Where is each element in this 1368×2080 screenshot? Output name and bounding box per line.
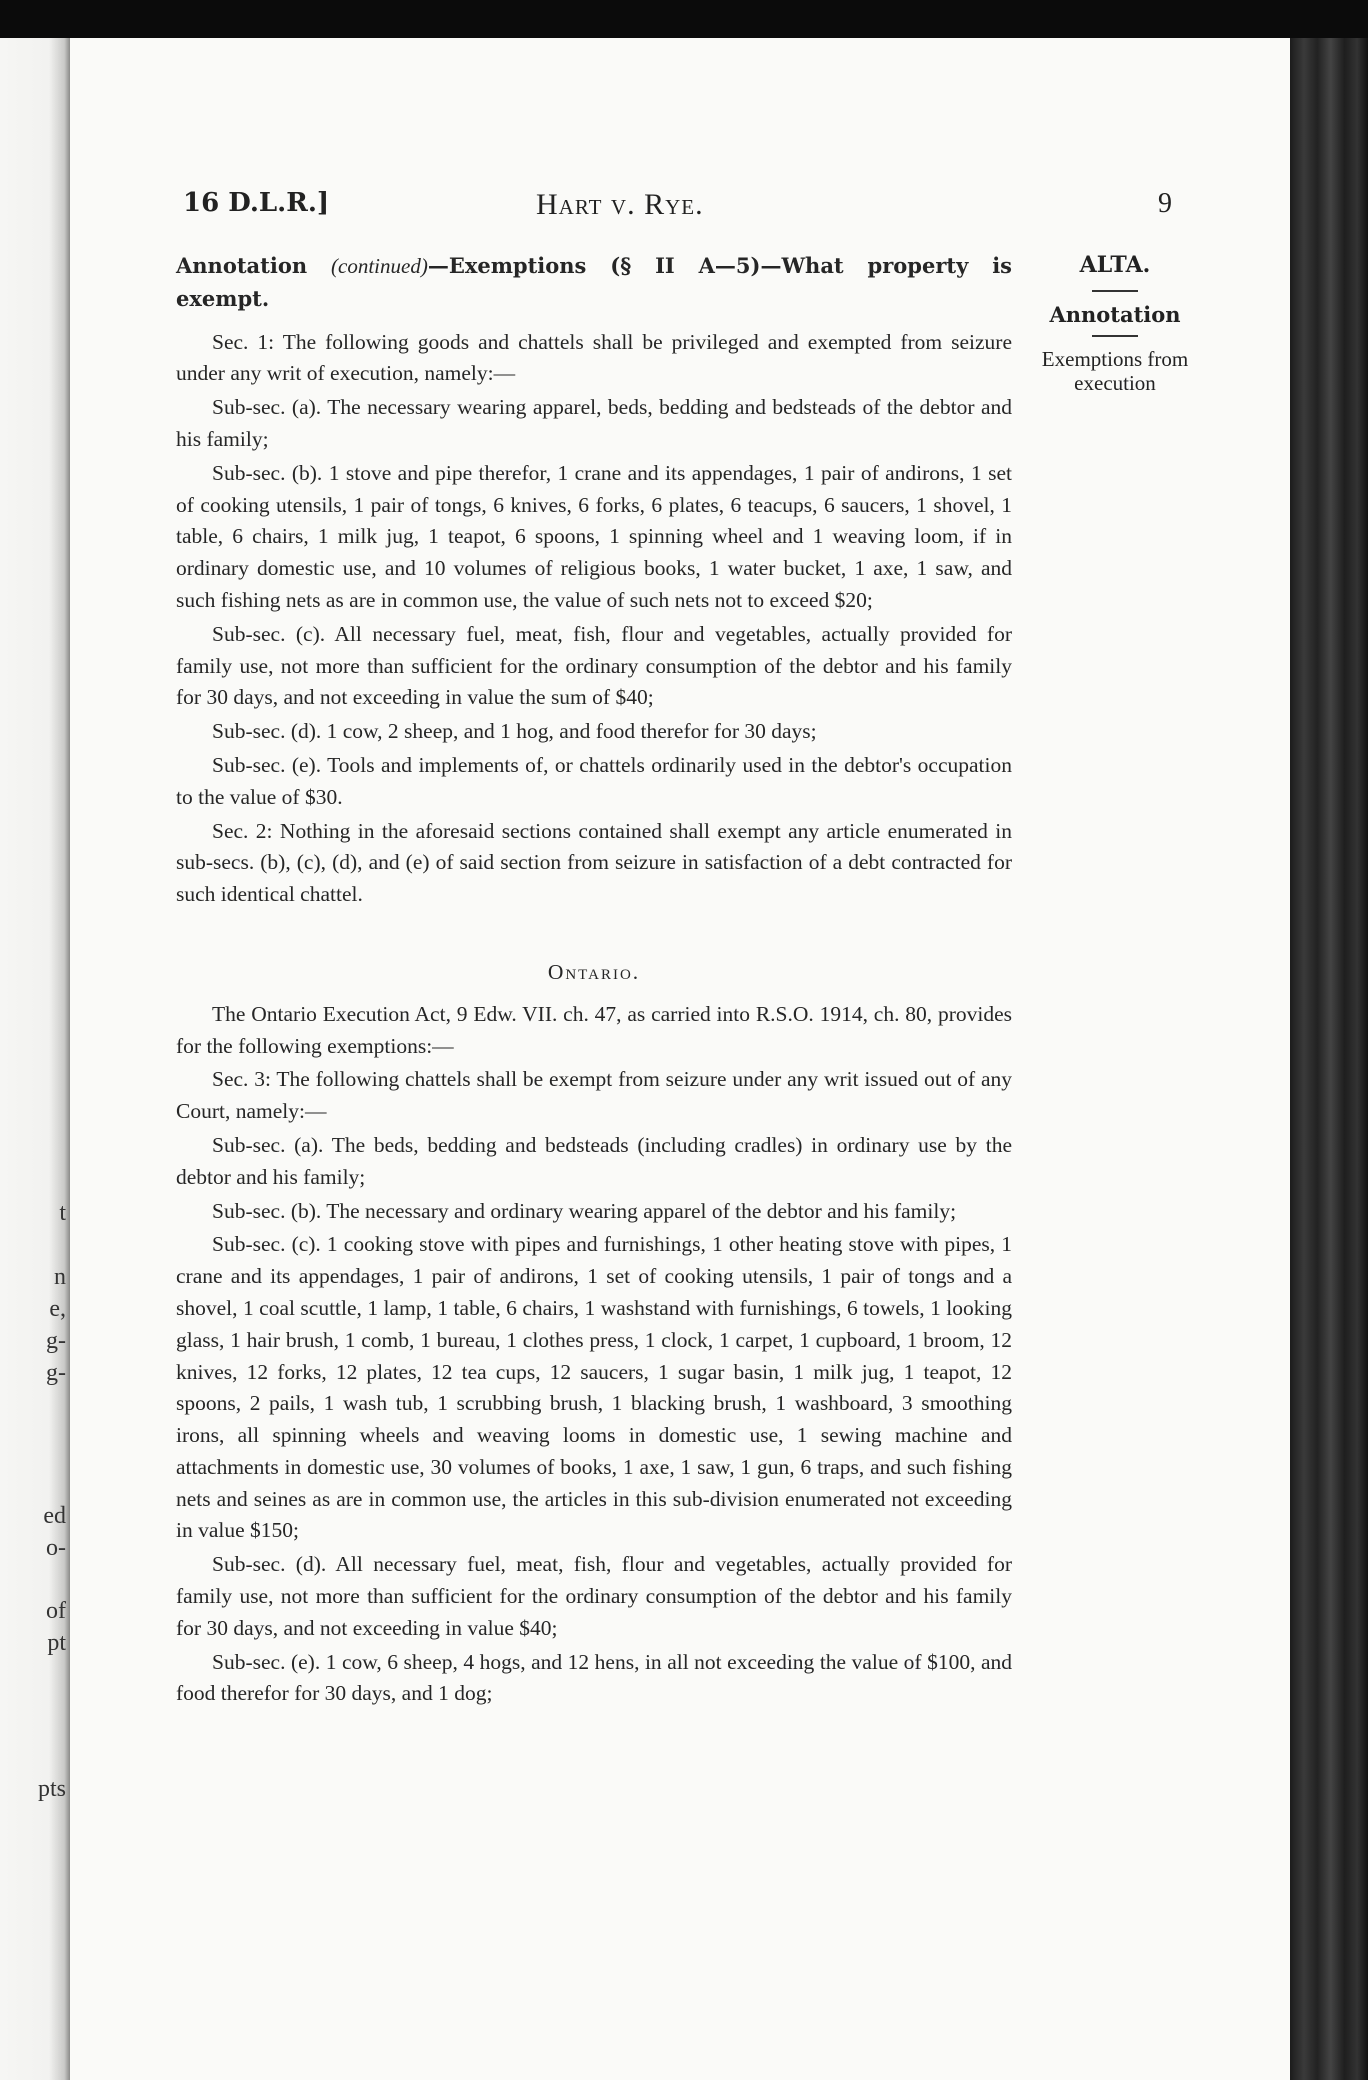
page-body: [176, 250, 1012, 1712]
paragraph: Sec. 1: The following goods and chattels shall be privileged and exempted from seizure under any writ of execution, namely:—: [176, 329, 1012, 386]
margin-note: [1030, 252, 1200, 395]
running-head-volume: 16 D.L.R.]: [183, 188, 330, 218]
paragraph: Sub-sec. (b). The necessary and ordinary wearing apparel of the debtor and his family;: [212, 1198, 957, 1223]
running-head-title: Hart v. Rye.: [536, 188, 704, 221]
section-heading: Ontario.: [547, 959, 641, 984]
book-spine: [1290, 38, 1368, 2080]
paragraph: Sec. 3: The following chattels shall be exempt from seizure under any writ issued out of any Court, namely:—: [176, 1067, 1012, 1124]
paragraph: Sub-sec. (d). All necessary fuel, meat, fish, flour and vegetables, actually provided for family use, not more than sufficient for the ordinary consumption of the debtor and his family for 30 days, and not exceeding in value $40;: [176, 1552, 1012, 1640]
page-number: 9: [1158, 188, 1172, 219]
margin-fragment: g-: [46, 1360, 66, 1386]
paragraph: Sub-sec. (b). 1 stove and pipe therefor, 1 crane and its appendages, 1 pair of andirons, 1 set of cooking utensils, 1 pair of tongs, 6 knives, 6 forks, 6 plates, 6 teacups, 6 saucers, 1 shovel, 1 table, 6 chairs, 1 milk jug, 1 teapot, 6 spoons, 1 spinning wheel and 1 weaving loom, if in ordinary domestic use, and 10 volumes of religious books, 1 water bucket, 1 axe, 1 saw, and such fishing nets as are in common use, the value of such nets not to exceed $20;: [176, 460, 1012, 612]
margin-fragment: pts: [37, 1776, 66, 1802]
margin-fragment: e,: [49, 1296, 66, 1322]
margin-rule: [1092, 290, 1138, 292]
paragraph: Sub-sec. (d). 1 cow, 2 sheep, and 1 hog, and food therefor for 30 days;: [212, 719, 817, 744]
margin-fragment: g-: [46, 1328, 66, 1354]
margin-fragment: of: [46, 1598, 66, 1624]
paragraph: Sub-sec. (c). 1 cooking stove with pipes and furnishings, 1 other heating stove with pipes, 1 crane and its appendages, 1 pair of andirons, 1 set of cooking utensils, 1 pair of tongs and a shovel, 1 coal scuttle, 1 lamp, 1 table, 6 chairs, 1 washstand with furnishings, 6 towels, 1 looking glass, 1 hair brush, 1 comb, 1 bureau, 1 clothes press, 1 clock, 1 carpet, 1 cupboard, 1 broom, 12 knives, 12 forks, 12 plates, 12 tea cups, 12 saucers, 1 sugar basin, 1 milk jug, 1 teapot, 12 spoons, 2 pails, 1 wash tub, 1 scrubbing brush, 1 blacking brush, 1 washboard, 3 smoothing irons, all spinning wheels and weaving looms in domestic use, 1 sewing machine and attachments in domestic use, 30 volumes of books, 1 axe, 1 saw, 1 gun, 6 traps, and such fishing nets and seines as are in common use, the articles in this sub-division enumerated not exceeding in value $150;: [176, 1232, 1012, 1543]
paragraph: Sec. 2: Nothing in the aforesaid sections contained shall exempt any article enumerated in sub-secs. (b), (c), (d), and (e) of said section from seizure in satisfaction of a debt contracted for such identical chattel.: [176, 818, 1012, 907]
paragraph: The Ontario Execution Act, 9 Edw. VII. ch. 47, as carried into R.S.O. 1914, ch. 80, provides for the following exemptions:—: [176, 1001, 1012, 1058]
paragraph: Sub-sec. (e). 1 cow, 6 sheep, 4 hogs, and 12 hens, in all not exceeding the value of $100, and food therefor for 30 days, and 1 dog;: [176, 1649, 1012, 1706]
facing-page-edge: [0, 38, 70, 2080]
margin-rule: [1092, 335, 1138, 337]
margin-province: ALTA.: [1079, 252, 1151, 278]
paragraph: Sub-sec. (a). The necessary wearing apparel, beds, bedding and bedsteads of the debtor and his family;: [176, 395, 1012, 451]
paragraph: Sub-sec. (c). All necessary fuel, meat, fish, flour and vegetables, actually provided for family use, not more than sufficient for the ordinary consumption of the debtor and his family for 30 days, and not exceeding in value the sum of $40;: [176, 621, 1012, 710]
annotation-heading: Annotation (continued)—Exemptions (§ II A—5)—What property is exempt.: [176, 253, 1012, 311]
paragraph: Sub-sec. (a). The beds, bedding and bedsteads (including cradles) in ordinary use by the debtor and his family;: [176, 1132, 1012, 1189]
margin-fragment: n: [54, 1264, 66, 1290]
margin-topic: Exemptions from execution: [1041, 347, 1189, 395]
margin-fragment: t: [59, 1200, 66, 1226]
paragraph: Sub-sec. (e). Tools and implements of, or chattels ordinarily used in the debtor's occupation to the value of $30.: [176, 752, 1012, 809]
margin-fragment: ed: [43, 1503, 66, 1529]
margin-fragment: pt: [47, 1630, 66, 1656]
margin-annotation-label: Annotation: [1049, 302, 1181, 327]
margin-fragment: o-: [46, 1535, 66, 1561]
